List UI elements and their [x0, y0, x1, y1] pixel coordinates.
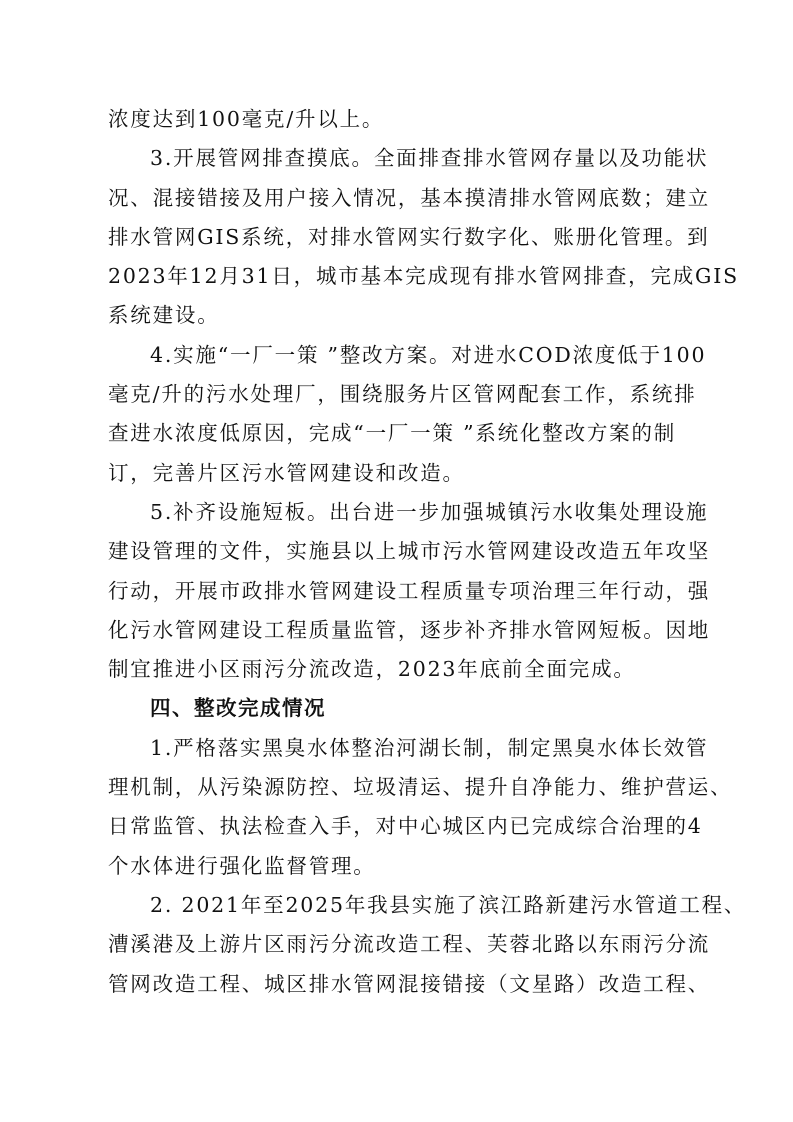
text-line: 况、混接错接及用户接入情况，基本摸清排水管网底数；建立 [108, 185, 711, 210]
text-line: 订，完善片区污水管网建设和改造。 [108, 460, 465, 485]
text-line: 排水管网GIS系统，对排水管网实行数字化、账册化管理。到 [108, 224, 710, 249]
text-line: 建设管理的文件，实施县以上城市污水管网建设改造五年攻坚 [108, 539, 711, 564]
paragraph-first-line: 3.开展管网排查摸底。全面排查排水管网存量以及功能状 [150, 146, 709, 171]
paragraph-first-line: 4.实施“一厂一策 ”整改方案。对进水COD浓度低于100 [150, 342, 707, 367]
text-line: 制宜推进小区雨污分流改造，2023年底前全面完成。 [108, 657, 636, 682]
text-line: 浓度达到100毫克/升以上。 [108, 107, 385, 131]
section-heading: 四、整改完成情况 [150, 696, 326, 721]
text-line: 个水体进行强化监督管理。 [108, 853, 376, 878]
text-line: 管网改造工程、城区排水管网混接错接（文星路）改造工程、 [108, 971, 711, 996]
text-line: 2023年12月31日，城市基本完成现有排水管网排查，完成GIS [108, 264, 739, 289]
paragraph-first-line: 2. 2021年至2025年我县实施了滨江路新建污水管道工程、 [150, 892, 747, 917]
text-line: 查进水浓度低原因，完成“一厂一策 ”系统化整改方案的制 [108, 421, 677, 446]
text-line: 系统建设。 [108, 303, 220, 328]
text-line: 行动，开展市政排水管网建设工程质量专项治理三年行动，强 [108, 578, 711, 603]
paragraph-first-line: 5.补齐设施短板。出台进一步加强城镇污水收集处理设施 [150, 499, 709, 524]
text-line: 日常监管、执法检查入手，对中心城区内已完成综合治理的4 [108, 814, 703, 839]
document-body [108, 100, 747, 1004]
text-line: 理机制，从污染源防控、垃圾清运、提升自净能力、维护营运、 [108, 775, 733, 800]
paragraph-first-line: 1.严格落实黑臭水体整治河湖长制，制定黑臭水体长效管 [150, 735, 709, 760]
text-line: 化污水管网建设工程质量监管，逐步补齐排水管网短板。因地 [108, 617, 711, 642]
text-line: 毫克/升的污水处理厂，围绕服务片区管网配套工作，系统排 [108, 382, 697, 407]
text-line: 漕溪港及上游片区雨污分流改造工程、芙蓉北路以东雨污分流 [108, 932, 711, 957]
